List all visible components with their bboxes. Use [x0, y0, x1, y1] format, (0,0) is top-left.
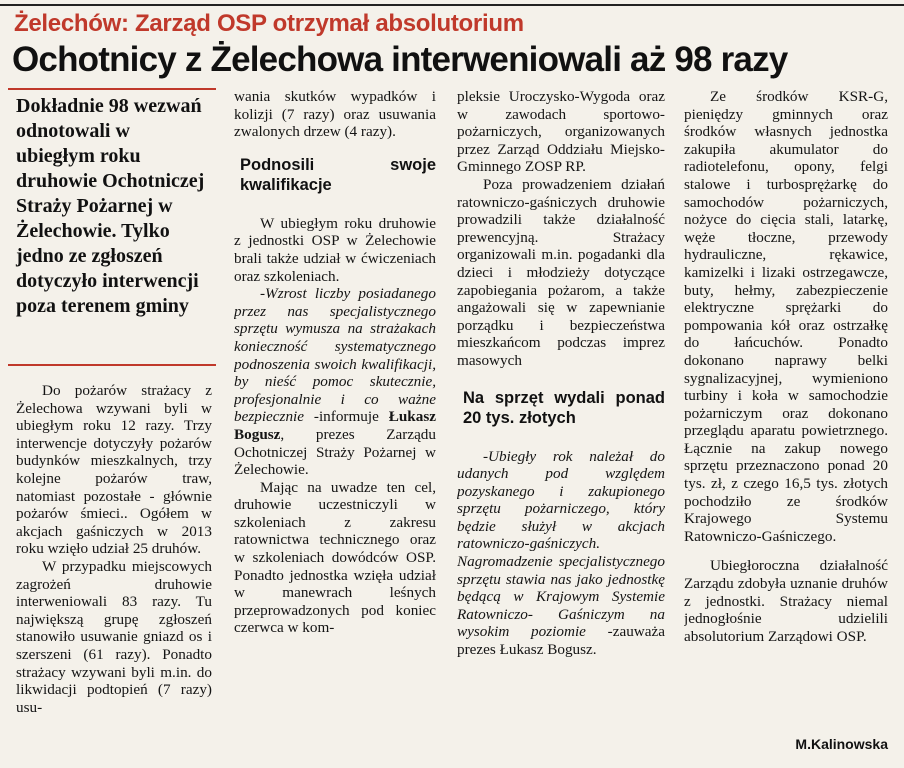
article-lead: Dokładnie 98 wezwań odnotowali w ubiegłym roku druhowie Ochotniczej Straży Pożarnej w Żelechowie. Tylko jedno ze zgłoszeń dotyczyło interwencji poza terenem gminy [16, 95, 205, 317]
quote-attribution-2: -zauważa prezes Łukasz Bogusz. [457, 623, 665, 659]
paragraph-prevention: Poza prowadzeniem działań ratowniczo-gaśniczych druhowie prowadzili także działalność prewencyjną. Strażacy organizowali m.in. pogadanki dla dzieci i młodzieży dotyczące zapobiegania pożarom, a także angażowali się w zapewnianie porządku i bezpieczeństwa mieszkańcom podczas imprez masowych [457, 175, 665, 369]
paragraph-continuation: wania skutków wypadków i kolizji (7 razy) oraz usuwania zwalonych drzew (4 razy). [234, 88, 436, 141]
paragraph-training: W ubiegłym roku druhowie z jednostki OSP w Żelechowie brali także udział w ćwiczeniach oraz szkoleniach. [234, 214, 436, 285]
paragraph-courses: Mając na uwadze ten cel, druhowie uczestniczyli w szkoleniach z zakresu ratownictwa technicznego oraz w szkoleniach dowódców OSP. Ponadto jednostka wzięła udział w manewrach leśnych przeprowadzonych pod koniec czerwca w kom- [234, 478, 436, 637]
paragraph-fires: Do pożarów strażacy z Żelechowa wzywani byli w ubiegłym roku 12 razy. Trzy interwencje dotyczyły pożarów budynków mieszkalnych, trzy kolejne pożarów traw, natomiast pozostałe - głównie pożarów śmieci.. Ogółem w akcjach gaśniczych w 2013 roku wzięło udział 25 druhów. [16, 382, 212, 558]
subhead-training: Podnosili swoje kwalifikacje [240, 155, 436, 194]
subhead-equipment: Na sprzęt wydali ponad 20 tys. złotych [463, 388, 665, 427]
lead-top-rule [8, 88, 216, 90]
article-kicker: Żelechów: Zarząd OSP otrzymał absolutorium [14, 10, 524, 37]
paragraph-competitions: pleksie Uroczysko-Wygoda oraz w zawodach sportowo-pożarniczych, organizowanych przez Zarząd Oddziału Miejsko-Gminnego ZOSP RP. [457, 88, 665, 176]
paragraph-quote-2 [457, 448, 665, 659]
paragraph-local-hazards: W przypadku miejscowych zagrożeń druhowie interweniowali 83 razy. Tu największą grupę zgłoszeń stanowiło usuwanie gniazd os i szerszeni (61 razy). Ponadto strażacy wzywani byli m.in. do likwidacji podtopień (7 razy) usu- [16, 557, 212, 716]
column-3 [457, 88, 665, 760]
column-1 [16, 382, 212, 762]
paragraph-purchases: Ze środków KSR-G, pieniędzy gminnych oraz środków własnych jednostka zakupiła akumulator do radiotelefonu, opony, felgi stalowe i turbosprężarkę do samochodów pożarniczych, nożyce do cięcia stali, latarkę, węże tłoczne, przewody hydrauliczne, rękawice, kamizelki i lizaki ostrzegawcze, buty, hełmy, zabezpieczenie elektryczne sprężarki do pompowania kół oraz ostrzałkę do łańcuchów. Ponadto dokonano naprawy belki sygnalizacyjnej, wymieniono turbiny i koła w samochodzie pożarniczym oraz dokonano przeglądu aparatu powietrznego. Łącznie na zakup nowego sprzętu przeznaczono ponad 20 tys. zł, z czego 16,5 tys. złotych pochodziło ze środków Krajowego Systemu Ratowniczo-Gaśniczego. [684, 88, 888, 545]
quote-text-2: -Ubiegły rok należał do udanych pod względem pozyskanego i zakupionego sprzętu pożarniczego, który będzie służył w akcjach ratowniczo-gaśniczych. Nagromadzenie specjalistycznego sprzętu stawia nas jako jednostkę będącą w Krajowym Systemie Ratowniczo- Gaśniczym na wysokim poziomie [457, 447, 665, 641]
paragraph-quote-1 [234, 285, 436, 479]
paragraph-absolution: Ubiegłoroczna działalność Zarządu zdobyła uznanie druhów z jednostki. Strażacy niemal jednogłośnie udzielili absolutorium Zarządowi OSP. [684, 557, 888, 645]
quote-text: -Wzrost liczby posiadanego przez nas specjalistycznego sprzętu wymusza na strażakach konieczność systematycznego podnoszenia swoich kwalifikacji, by nieść pomoc skutecznie, profesjonalnie i co ważne bezpiecznie [234, 285, 436, 426]
column-2 [234, 88, 436, 760]
speaker-role: , prezes Zarządu Ochotniczej Straży Pożarnej w Żelechowie. [234, 425, 436, 479]
column-4 [684, 88, 888, 760]
article-headline: Ochotnicy z Żelechowa interweniowali aż 98 razy [12, 40, 788, 79]
byline: M.Kalinowska [795, 736, 888, 752]
lead-bottom-rule [8, 364, 216, 366]
quote-attribution: -informuje [304, 408, 389, 426]
top-rule [0, 4, 904, 6]
speaker-name: Łukasz Bogusz [234, 408, 436, 443]
